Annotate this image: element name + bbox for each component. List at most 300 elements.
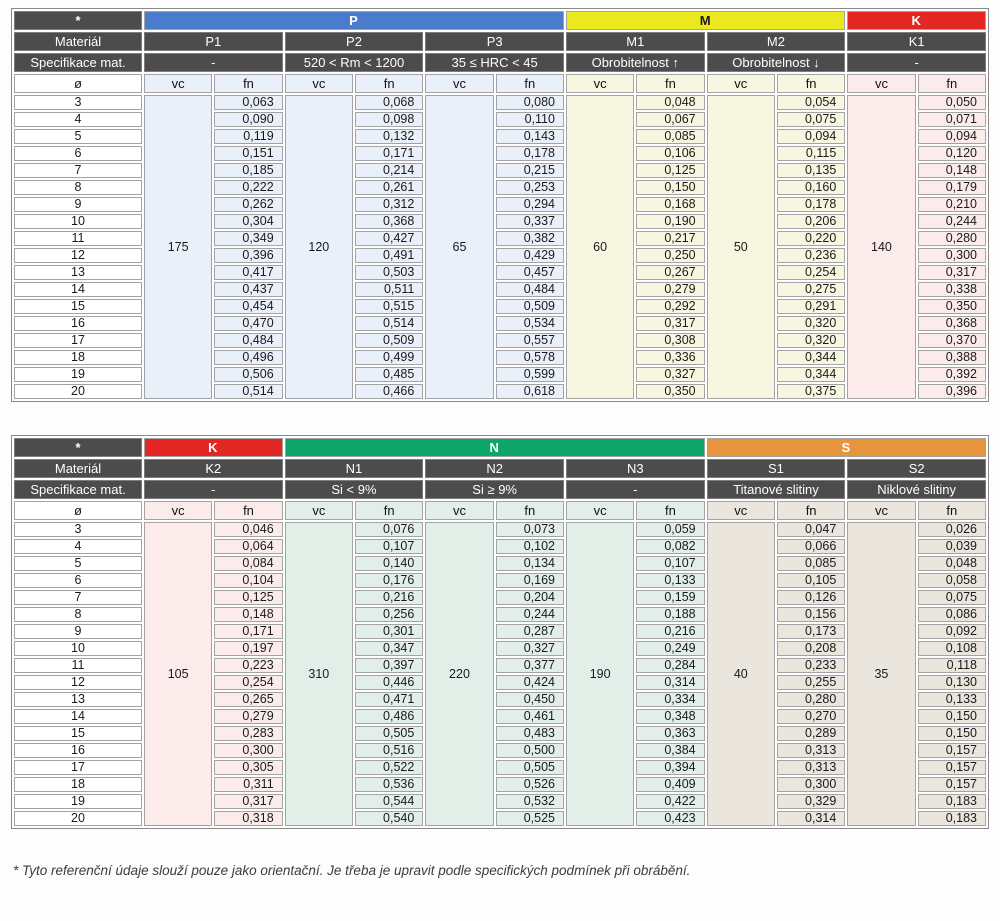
diameter-cell: 11 <box>14 658 142 673</box>
fn-value-cell: 0,076 <box>355 522 423 537</box>
fn-value-cell: 0,291 <box>777 299 845 314</box>
fn-value-cell: 0,382 <box>496 231 564 246</box>
fn-value-cell: 0,058 <box>918 573 986 588</box>
fn-value-cell: 0,090 <box>214 112 282 127</box>
fn-value-cell: 0,514 <box>355 316 423 331</box>
fn-value-cell: 0,210 <box>918 197 986 212</box>
vc-header-cell-N3: vc <box>566 501 634 520</box>
diameter-cell: 7 <box>14 163 142 178</box>
cutting-data-table-top <box>11 8 989 402</box>
fn-value-cell: 0,471 <box>355 692 423 707</box>
fn-value-cell: 0,256 <box>355 607 423 622</box>
fn-value-cell: 0,317 <box>214 794 282 809</box>
fn-value-cell: 0,491 <box>355 248 423 263</box>
fn-value-cell: 0,048 <box>636 95 704 110</box>
material-cell-M2: M2 <box>707 32 846 51</box>
diameter-cell: 16 <box>14 316 142 331</box>
fn-value-cell: 0,171 <box>355 146 423 161</box>
fn-value-cell: 0,068 <box>355 95 423 110</box>
vc-value-P3: 65 <box>425 95 493 399</box>
corner-star-cell: * <box>14 438 142 457</box>
material-row-label: Materiál <box>14 459 142 478</box>
fn-value-cell: 0,026 <box>918 522 986 537</box>
fn-value-cell: 0,505 <box>496 760 564 775</box>
fn-value-cell: 0,457 <box>496 265 564 280</box>
fn-value-cell: 0,370 <box>918 333 986 348</box>
diameter-cell: 19 <box>14 367 142 382</box>
fn-value-cell: 0,157 <box>918 777 986 792</box>
fn-value-cell: 0,106 <box>636 146 704 161</box>
fn-header-cell-S2: fn <box>918 501 986 520</box>
fn-value-cell: 0,557 <box>496 333 564 348</box>
vc-header-cell-N1: vc <box>285 501 353 520</box>
fn-value-cell: 0,294 <box>496 197 564 212</box>
fn-value-cell: 0,261 <box>355 180 423 195</box>
fn-value-cell: 0,300 <box>214 743 282 758</box>
fn-value-cell: 0,265 <box>214 692 282 707</box>
group-band-M: M <box>566 11 845 30</box>
fn-value-cell: 0,423 <box>636 811 704 826</box>
fn-value-cell: 0,305 <box>214 760 282 775</box>
vc-value-K1: 140 <box>847 95 915 399</box>
fn-value-cell: 0,505 <box>355 726 423 741</box>
fn-value-cell: 0,338 <box>918 282 986 297</box>
fn-header-cell-M1: fn <box>636 74 704 93</box>
fn-value-cell: 0,214 <box>355 163 423 178</box>
vc-value-N3: 190 <box>566 522 634 826</box>
fn-value-cell: 0,179 <box>918 180 986 195</box>
diameter-cell: 4 <box>14 112 142 127</box>
fn-value-cell: 0,171 <box>214 624 282 639</box>
cutting-data-table-bottom <box>11 435 989 829</box>
fn-value-cell: 0,301 <box>355 624 423 639</box>
fn-header-cell-K2: fn <box>214 501 282 520</box>
fn-value-cell: 0,424 <box>496 675 564 690</box>
spec-cell-K1: - <box>847 53 986 72</box>
diameter-cell: 13 <box>14 692 142 707</box>
fn-value-cell: 0,347 <box>355 641 423 656</box>
fn-header-cell-M2: fn <box>777 74 845 93</box>
fn-value-cell: 0,536 <box>355 777 423 792</box>
fn-value-cell: 0,314 <box>636 675 704 690</box>
material-cell-K1: K1 <box>847 32 986 51</box>
fn-value-cell: 0,157 <box>918 743 986 758</box>
fn-value-cell: 0,392 <box>918 367 986 382</box>
fn-value-cell: 0,509 <box>355 333 423 348</box>
fn-value-cell: 0,178 <box>496 146 564 161</box>
fn-value-cell: 0,279 <box>214 709 282 724</box>
fn-header-cell-N2: fn <box>496 501 564 520</box>
fn-value-cell: 0,102 <box>496 539 564 554</box>
fn-value-cell: 0,532 <box>496 794 564 809</box>
fn-value-cell: 0,320 <box>777 333 845 348</box>
fn-value-cell: 0,506 <box>214 367 282 382</box>
fn-value-cell: 0,396 <box>214 248 282 263</box>
vc-value-K2: 105 <box>144 522 212 826</box>
spec-cell-S1: Titanové slitiny <box>707 480 846 499</box>
fn-value-cell: 0,280 <box>777 692 845 707</box>
fn-header-cell-N1: fn <box>355 501 423 520</box>
fn-value-cell: 0,125 <box>214 590 282 605</box>
vc-header-cell-S2: vc <box>847 501 915 520</box>
fn-value-cell: 0,317 <box>636 316 704 331</box>
diameter-cell: 14 <box>14 282 142 297</box>
fn-value-cell: 0,350 <box>918 299 986 314</box>
fn-value-cell: 0,075 <box>918 590 986 605</box>
fn-value-cell: 0,105 <box>777 573 845 588</box>
fn-value-cell: 0,135 <box>777 163 845 178</box>
vc-value-S1: 40 <box>707 522 775 826</box>
fn-value-cell: 0,337 <box>496 214 564 229</box>
fn-value-cell: 0,255 <box>777 675 845 690</box>
fn-value-cell: 0,308 <box>636 333 704 348</box>
spec-cell-P3: 35 ≤ HRC < 45 <box>425 53 564 72</box>
fn-value-cell: 0,119 <box>214 129 282 144</box>
diameter-cell: 8 <box>14 180 142 195</box>
fn-value-cell: 0,115 <box>777 146 845 161</box>
group-band-N: N <box>285 438 705 457</box>
fn-value-cell: 0,084 <box>214 556 282 571</box>
fn-value-cell: 0,046 <box>214 522 282 537</box>
fn-value-cell: 0,292 <box>636 299 704 314</box>
fn-value-cell: 0,156 <box>777 607 845 622</box>
fn-value-cell: 0,618 <box>496 384 564 399</box>
fn-value-cell: 0,050 <box>918 95 986 110</box>
fn-value-cell: 0,450 <box>496 692 564 707</box>
vc-value-P2: 120 <box>285 95 353 399</box>
fn-value-cell: 0,484 <box>214 333 282 348</box>
material-cell-K2: K2 <box>144 459 283 478</box>
fn-value-cell: 0,522 <box>355 760 423 775</box>
fn-value-cell: 0,336 <box>636 350 704 365</box>
diameter-cell: 6 <box>14 573 142 588</box>
group-band-K: K <box>847 11 986 30</box>
material-cell-P1: P1 <box>144 32 283 51</box>
diameter-cell: 4 <box>14 539 142 554</box>
vc-value-M1: 60 <box>566 95 634 399</box>
fn-value-cell: 0,470 <box>214 316 282 331</box>
fn-value-cell: 0,054 <box>777 95 845 110</box>
fn-value-cell: 0,284 <box>636 658 704 673</box>
diameter-cell: 9 <box>14 624 142 639</box>
fn-value-cell: 0,217 <box>636 231 704 246</box>
fn-value-cell: 0,349 <box>214 231 282 246</box>
fn-value-cell: 0,244 <box>496 607 564 622</box>
vc-header-cell-M2: vc <box>707 74 775 93</box>
fn-value-cell: 0,183 <box>918 794 986 809</box>
fn-value-cell: 0,394 <box>636 760 704 775</box>
diameter-cell: 10 <box>14 214 142 229</box>
fn-value-cell: 0,244 <box>918 214 986 229</box>
material-cell-S2: S2 <box>847 459 986 478</box>
fn-value-cell: 0,073 <box>496 522 564 537</box>
fn-value-cell: 0,133 <box>636 573 704 588</box>
fn-value-cell: 0,446 <box>355 675 423 690</box>
fn-value-cell: 0,454 <box>214 299 282 314</box>
vc-header-cell-P3: vc <box>425 74 493 93</box>
material-cell-M1: M1 <box>566 32 705 51</box>
diameter-cell: 13 <box>14 265 142 280</box>
vc-header-cell-N2: vc <box>425 501 493 520</box>
fn-value-cell: 0,222 <box>214 180 282 195</box>
fn-value-cell: 0,534 <box>496 316 564 331</box>
fn-value-cell: 0,098 <box>355 112 423 127</box>
fn-header-cell-S1: fn <box>777 501 845 520</box>
fn-value-cell: 0,287 <box>496 624 564 639</box>
fn-value-cell: 0,312 <box>355 197 423 212</box>
fn-value-cell: 0,511 <box>355 282 423 297</box>
fn-value-cell: 0,384 <box>636 743 704 758</box>
fn-value-cell: 0,126 <box>777 590 845 605</box>
fn-value-cell: 0,320 <box>777 316 845 331</box>
fn-value-cell: 0,578 <box>496 350 564 365</box>
spec-cell-N3: - <box>566 480 705 499</box>
fn-value-cell: 0,300 <box>918 248 986 263</box>
fn-value-cell: 0,066 <box>777 539 845 554</box>
fn-value-cell: 0,461 <box>496 709 564 724</box>
diameter-header-cell: ø <box>14 74 142 93</box>
fn-value-cell: 0,270 <box>777 709 845 724</box>
fn-value-cell: 0,409 <box>636 777 704 792</box>
fn-value-cell: 0,397 <box>355 658 423 673</box>
fn-value-cell: 0,485 <box>355 367 423 382</box>
spec-cell-N1: Si < 9% <box>285 480 424 499</box>
fn-value-cell: 0,151 <box>214 146 282 161</box>
fn-value-cell: 0,178 <box>777 197 845 212</box>
diameter-cell: 11 <box>14 231 142 246</box>
fn-value-cell: 0,368 <box>918 316 986 331</box>
fn-value-cell: 0,169 <box>496 573 564 588</box>
fn-value-cell: 0,254 <box>214 675 282 690</box>
fn-value-cell: 0,300 <box>777 777 845 792</box>
fn-value-cell: 0,525 <box>496 811 564 826</box>
footer-note: * Tyto referenční údaje slouží pouze jako orientační. Je třeba je upravit podle specifických podmínek při obrábění. <box>13 863 691 878</box>
fn-value-cell: 0,140 <box>355 556 423 571</box>
fn-value-cell: 0,250 <box>636 248 704 263</box>
fn-value-cell: 0,047 <box>777 522 845 537</box>
vc-value-N1: 310 <box>285 522 353 826</box>
material-cell-N2: N2 <box>425 459 564 478</box>
fn-value-cell: 0,067 <box>636 112 704 127</box>
material-cell-P3: P3 <box>425 32 564 51</box>
fn-value-cell: 0,375 <box>777 384 845 399</box>
vc-value-M2: 50 <box>707 95 775 399</box>
spec-cell-M1: Obrobitelnost ↑ <box>566 53 705 72</box>
fn-value-cell: 0,148 <box>214 607 282 622</box>
diameter-cell: 14 <box>14 709 142 724</box>
fn-header-cell-P2: fn <box>355 74 423 93</box>
fn-value-cell: 0,318 <box>214 811 282 826</box>
diameter-cell: 17 <box>14 760 142 775</box>
fn-value-cell: 0,107 <box>355 539 423 554</box>
fn-value-cell: 0,396 <box>918 384 986 399</box>
diameter-cell: 5 <box>14 129 142 144</box>
vc-header-cell-P1: vc <box>144 74 212 93</box>
fn-value-cell: 0,208 <box>777 641 845 656</box>
fn-value-cell: 0,190 <box>636 214 704 229</box>
diameter-cell: 6 <box>14 146 142 161</box>
fn-value-cell: 0,092 <box>918 624 986 639</box>
diameter-cell: 16 <box>14 743 142 758</box>
spec-cell-P1: - <box>144 53 283 72</box>
diameter-cell: 18 <box>14 777 142 792</box>
diameter-cell: 9 <box>14 197 142 212</box>
fn-value-cell: 0,150 <box>918 709 986 724</box>
fn-value-cell: 0,125 <box>636 163 704 178</box>
fn-value-cell: 0,064 <box>214 539 282 554</box>
diameter-cell: 5 <box>14 556 142 571</box>
fn-value-cell: 0,048 <box>918 556 986 571</box>
fn-value-cell: 0,150 <box>636 180 704 195</box>
fn-value-cell: 0,148 <box>918 163 986 178</box>
diameter-cell: 20 <box>14 384 142 399</box>
vc-header-cell-K2: vc <box>144 501 212 520</box>
fn-value-cell: 0,220 <box>777 231 845 246</box>
spec-row-label: Specifikace mat. <box>14 53 142 72</box>
fn-value-cell: 0,215 <box>496 163 564 178</box>
fn-value-cell: 0,334 <box>636 692 704 707</box>
fn-value-cell: 0,075 <box>777 112 845 127</box>
fn-value-cell: 0,094 <box>918 129 986 144</box>
fn-value-cell: 0,168 <box>636 197 704 212</box>
fn-header-cell-P1: fn <box>214 74 282 93</box>
fn-value-cell: 0,086 <box>918 607 986 622</box>
diameter-cell: 19 <box>14 794 142 809</box>
material-cell-N3: N3 <box>566 459 705 478</box>
fn-value-cell: 0,134 <box>496 556 564 571</box>
fn-value-cell: 0,540 <box>355 811 423 826</box>
vc-value-S2: 35 <box>847 522 915 826</box>
diameter-cell: 10 <box>14 641 142 656</box>
fn-value-cell: 0,249 <box>636 641 704 656</box>
fn-value-cell: 0,516 <box>355 743 423 758</box>
diameter-cell: 18 <box>14 350 142 365</box>
fn-value-cell: 0,344 <box>777 367 845 382</box>
fn-value-cell: 0,157 <box>918 760 986 775</box>
fn-value-cell: 0,063 <box>214 95 282 110</box>
vc-header-cell-S1: vc <box>707 501 775 520</box>
fn-value-cell: 0,515 <box>355 299 423 314</box>
group-band-P: P <box>144 11 564 30</box>
fn-value-cell: 0,133 <box>918 692 986 707</box>
fn-header-cell-N3: fn <box>636 501 704 520</box>
diameter-cell: 17 <box>14 333 142 348</box>
diameter-header-cell: ø <box>14 501 142 520</box>
vc-value-P1: 175 <box>144 95 212 399</box>
group-band-S: S <box>707 438 986 457</box>
fn-value-cell: 0,368 <box>355 214 423 229</box>
fn-value-cell: 0,120 <box>918 146 986 161</box>
fn-value-cell: 0,150 <box>918 726 986 741</box>
fn-value-cell: 0,071 <box>918 112 986 127</box>
fn-value-cell: 0,313 <box>777 743 845 758</box>
fn-value-cell: 0,223 <box>214 658 282 673</box>
fn-value-cell: 0,085 <box>777 556 845 571</box>
fn-value-cell: 0,280 <box>918 231 986 246</box>
fn-header-cell-K1: fn <box>918 74 986 93</box>
vc-header-cell-P2: vc <box>285 74 353 93</box>
fn-value-cell: 0,143 <box>496 129 564 144</box>
fn-value-cell: 0,183 <box>918 811 986 826</box>
fn-value-cell: 0,350 <box>636 384 704 399</box>
material-row-label: Materiál <box>14 32 142 51</box>
diameter-cell: 12 <box>14 248 142 263</box>
fn-value-cell: 0,173 <box>777 624 845 639</box>
diameter-cell: 15 <box>14 299 142 314</box>
fn-value-cell: 0,262 <box>214 197 282 212</box>
fn-value-cell: 0,107 <box>636 556 704 571</box>
fn-value-cell: 0,039 <box>918 539 986 554</box>
fn-value-cell: 0,313 <box>777 760 845 775</box>
group-band-K: K <box>144 438 283 457</box>
spec-cell-K2: - <box>144 480 283 499</box>
fn-value-cell: 0,437 <box>214 282 282 297</box>
fn-value-cell: 0,253 <box>496 180 564 195</box>
fn-value-cell: 0,514 <box>214 384 282 399</box>
fn-value-cell: 0,110 <box>496 112 564 127</box>
fn-value-cell: 0,279 <box>636 282 704 297</box>
fn-value-cell: 0,267 <box>636 265 704 280</box>
fn-value-cell: 0,059 <box>636 522 704 537</box>
fn-value-cell: 0,085 <box>636 129 704 144</box>
fn-value-cell: 0,176 <box>355 573 423 588</box>
spec-row-label: Specifikace mat. <box>14 480 142 499</box>
fn-value-cell: 0,526 <box>496 777 564 792</box>
fn-value-cell: 0,327 <box>636 367 704 382</box>
fn-value-cell: 0,348 <box>636 709 704 724</box>
diameter-cell: 12 <box>14 675 142 690</box>
fn-value-cell: 0,500 <box>496 743 564 758</box>
fn-value-cell: 0,304 <box>214 214 282 229</box>
fn-value-cell: 0,130 <box>918 675 986 690</box>
fn-value-cell: 0,216 <box>355 590 423 605</box>
fn-value-cell: 0,388 <box>918 350 986 365</box>
fn-value-cell: 0,275 <box>777 282 845 297</box>
fn-value-cell: 0,094 <box>777 129 845 144</box>
diameter-cell: 8 <box>14 607 142 622</box>
diameter-cell: 15 <box>14 726 142 741</box>
fn-value-cell: 0,080 <box>496 95 564 110</box>
fn-value-cell: 0,233 <box>777 658 845 673</box>
material-cell-N1: N1 <box>285 459 424 478</box>
fn-value-cell: 0,206 <box>777 214 845 229</box>
fn-value-cell: 0,599 <box>496 367 564 382</box>
fn-value-cell: 0,329 <box>777 794 845 809</box>
fn-value-cell: 0,427 <box>355 231 423 246</box>
diameter-cell: 3 <box>14 522 142 537</box>
diameter-cell: 20 <box>14 811 142 826</box>
material-cell-S1: S1 <box>707 459 846 478</box>
fn-value-cell: 0,188 <box>636 607 704 622</box>
diameter-cell: 3 <box>14 95 142 110</box>
vc-header-cell-M1: vc <box>566 74 634 93</box>
spec-cell-N2: Si ≥ 9% <box>425 480 564 499</box>
fn-value-cell: 0,118 <box>918 658 986 673</box>
fn-value-cell: 0,377 <box>496 658 564 673</box>
fn-value-cell: 0,466 <box>355 384 423 399</box>
fn-value-cell: 0,417 <box>214 265 282 280</box>
fn-value-cell: 0,108 <box>918 641 986 656</box>
fn-value-cell: 0,422 <box>636 794 704 809</box>
fn-value-cell: 0,082 <box>636 539 704 554</box>
fn-value-cell: 0,317 <box>918 265 986 280</box>
spec-cell-S2: Niklové slitiny <box>847 480 986 499</box>
fn-value-cell: 0,483 <box>496 726 564 741</box>
fn-value-cell: 0,104 <box>214 573 282 588</box>
fn-value-cell: 0,544 <box>355 794 423 809</box>
fn-value-cell: 0,204 <box>496 590 564 605</box>
vc-value-N2: 220 <box>425 522 493 826</box>
